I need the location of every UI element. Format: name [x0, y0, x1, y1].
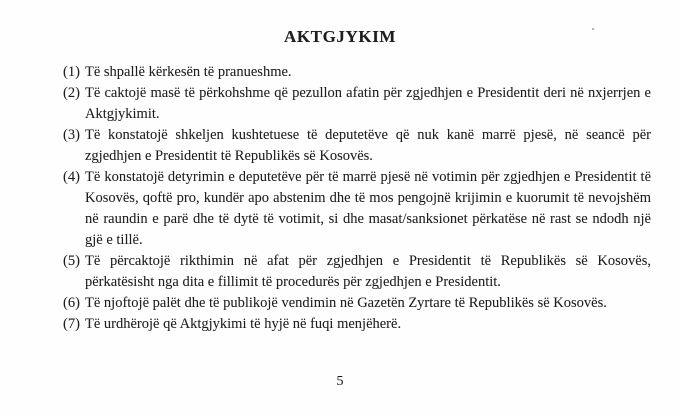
item-number: (7)	[63, 316, 80, 332]
item-number: (6)	[63, 295, 80, 311]
list-item	[63, 251, 651, 293]
item-text: Të përcaktojë rikthimin në afat për zgjedhjen e Presidentit të Republikës së Kosovës, përkatësisht nga dita e fillimit të procedurës për zgjedhjen e Presidentit.	[85, 253, 651, 290]
list-item	[63, 125, 651, 167]
list-item	[63, 62, 651, 83]
list-item	[63, 167, 651, 251]
list-item	[63, 83, 651, 125]
item-number: (3)	[63, 127, 80, 143]
item-number: (5)	[63, 253, 80, 269]
item-number: (2)	[63, 85, 80, 101]
ruling-list	[63, 62, 651, 335]
item-text: Të shpallë kërkesën të pranueshme.	[85, 64, 292, 80]
item-number: (1)	[63, 64, 80, 80]
page-number: 5	[336, 374, 344, 389]
item-text: Të njoftojë palët dhe të publikojë vendimin në Gazetën Zyrtare të Republikës së Kosovës.	[85, 295, 607, 311]
item-number: (4)	[63, 169, 80, 185]
item-text: Të konstatojë shkeljen kushtetuese të deputetëve që nuk kanë marrë pjesë, në seancë për zgjedhjen e Presidentit të Republikës së Kosovës.	[85, 127, 651, 164]
item-text: Të urdhërojë që Aktgjykimi të hyjë në fuqi menjëherë.	[85, 316, 402, 332]
item-text: Të caktojë masë të përkohshme që pezullon afatin për zgjedhjen e Presidentit deri në nxjerrjen e Aktgjykimit.	[85, 85, 651, 122]
scan-speck	[592, 28, 594, 30]
page-title: AKTGJYKIM	[283, 27, 397, 46]
list-item	[63, 314, 651, 335]
list-item	[63, 293, 651, 314]
item-text: Të konstatojë detyrimin e deputetëve për të marrë pjesë në votimin për zgjedhjen e Presidentit të Kosovës, qoftë pro, kundër apo abstenim dhe të mos pengojnë krijimin e kuorumit të nevojshëm në raundin e parë dhe të dytë të votimit, si dhe masat/sanksionet përkatëse në rast se ndodh një gjë e tillë.	[85, 169, 651, 248]
